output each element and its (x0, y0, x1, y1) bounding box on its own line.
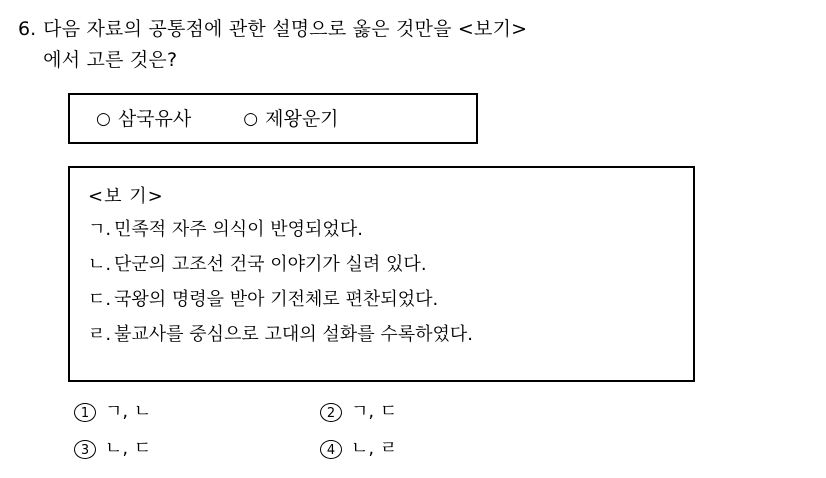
choice-label: ㄱ, ㄴ (105, 401, 152, 422)
answer-choice-3[interactable] (74, 437, 320, 461)
bogi-item-text: 국왕의 명령을 받아 기전체로 편찬되었다. (114, 289, 439, 310)
circle-bullet-icon: ○ (96, 108, 111, 129)
answer-choices (74, 400, 694, 474)
question-text-line-1: 다음 자료의 공통점에 관한 설명으로 옳은 것만을 <보기> (43, 18, 528, 40)
answer-choice-2[interactable] (320, 400, 560, 424)
bogi-item-text: 불교사를 중심으로 고대의 설화를 수록하였다. (114, 324, 473, 345)
bogi-item (88, 282, 693, 317)
bogi-options-box (68, 166, 695, 382)
source-material-box (68, 93, 478, 144)
circle-bullet-icon: ○ (243, 108, 259, 129)
question-text (43, 14, 527, 76)
choice-label: ㄴ, ㄹ (351, 438, 398, 459)
bogi-item (88, 212, 693, 247)
choice-number-badge: 4 (320, 440, 342, 459)
bogi-item (88, 247, 693, 282)
source-item-label: 삼국유사 (117, 107, 192, 130)
source-item-label: 제왕운기 (265, 107, 339, 130)
source-item (96, 107, 191, 131)
bogi-item (88, 317, 693, 352)
bogi-item-marker: ㄹ. (88, 324, 112, 345)
answer-choice-1[interactable] (74, 400, 320, 424)
choice-number-badge: 3 (74, 440, 96, 459)
bogi-box-title: <보 기> (88, 186, 164, 207)
answer-choice-4[interactable] (320, 437, 560, 461)
choice-number-badge: 1 (74, 403, 96, 422)
bogi-item-text: 단군의 고조선 건국 이야기가 실려 있다. (114, 254, 427, 275)
bogi-item-marker: ㄷ. (88, 289, 112, 310)
bogi-item-text: 민족적 자주 의식이 반영되었다. (114, 219, 363, 240)
answer-choice-row (74, 400, 694, 424)
bogi-item-marker: ㄴ. (88, 254, 112, 275)
answer-choice-row (74, 437, 694, 461)
choice-label: ㄱ, ㄷ (351, 401, 398, 422)
source-item (243, 107, 338, 131)
question-stem (18, 14, 808, 76)
choice-number-badge: 2 (320, 403, 342, 422)
question-text-line-2: 에서 고른 것은? (43, 49, 178, 71)
question-number: 6. (18, 18, 37, 40)
bogi-item-marker: ㄱ. (88, 219, 112, 240)
choice-label: ㄴ, ㄷ (105, 438, 152, 459)
